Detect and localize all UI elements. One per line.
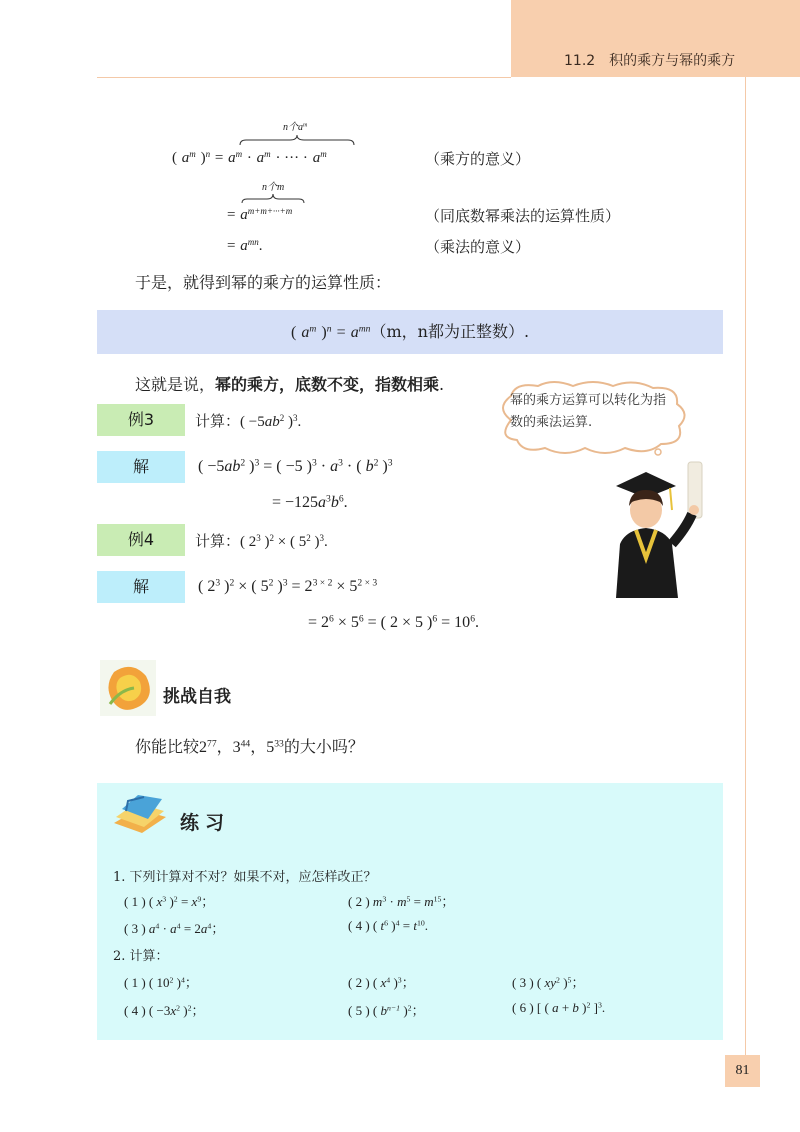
exercise-1-3: ( 3 ) $a^4 \cdot a^4 = 2a^4$； bbox=[124, 921, 225, 937]
derivation-line-1: ( $a^m$ )$^n = a^m \cdot a^m$ · ··· · $a^m$ bbox=[172, 149, 327, 166]
header-rule bbox=[97, 77, 511, 78]
exercise-2-5: ( 5 ) ( $b^{n-1}$ )$^2$； bbox=[348, 1003, 425, 1019]
brace-label-1: n个$a^m$ bbox=[283, 122, 308, 133]
exercise-2-4: ( 4 ) ( $-3x^2$ )$^2$； bbox=[124, 1003, 205, 1019]
solution-3-line-1: ( $-5ab^2$ )$^3$ = ( −5 )$^3 \cdot a^3$ · ( $b^2$ )$^3$ bbox=[198, 457, 393, 475]
margin-rule bbox=[745, 77, 746, 1057]
derivation-line-2: = $a^{m+m+\cdot\cdot\cdot+m}$ bbox=[227, 206, 293, 223]
brace-label-2: n个m bbox=[262, 182, 285, 193]
books-icon bbox=[108, 793, 172, 839]
challenge-question: 你能比较$2^{77}$，$3^{44}$，$5^{33}$的大小吗？ bbox=[135, 737, 364, 756]
example-3-prompt: 计算：( $-5ab^2$ )$^3$. bbox=[195, 412, 302, 430]
challenge-title: 挑战自我 bbox=[163, 687, 231, 707]
property-box bbox=[97, 310, 723, 354]
note-1: （乘方的意义） bbox=[425, 150, 531, 168]
exercise-2-2: ( 2 ) ( $x^4$ )$^3$； bbox=[348, 975, 415, 991]
solution-4-line-1: ( $2^3$ )$^2$ × ( $5^2$ )$^3 = 2^{3 \times 2} \times 5^{2 \times 3}$ bbox=[198, 577, 378, 595]
challenge-icon bbox=[100, 660, 156, 716]
exercise-2-3: ( 3 ) ( $xy^2$ )$^5$； bbox=[512, 975, 585, 991]
page-number: 81 bbox=[735, 1063, 750, 1078]
conclusion-text: 于是，就得到幂的乘方的运算性质： bbox=[135, 273, 392, 292]
section-title: 11.2 积的乘方与幂的乘方 bbox=[564, 53, 736, 69]
overbrace-2 bbox=[240, 193, 306, 205]
overbrace-1 bbox=[238, 133, 356, 147]
exercise-question-1: 1. 下列计算对不对？如果不对，应怎样改正？ bbox=[113, 870, 377, 885]
solution-3-line-2: = $-125a^3b^6$. bbox=[272, 493, 348, 511]
graduate-student-illustration bbox=[596, 458, 726, 598]
solution-3-label: 解 bbox=[97, 451, 185, 483]
example-4-prompt: 计算：( $2^3$ )$^2$ × ( $5^2$ )$^3$. bbox=[195, 532, 328, 550]
property-formula: ( $a^m$ )$^n = a^{mn}(m$，n都为正整数）. bbox=[290, 322, 530, 341]
example-4-label: 例4 bbox=[97, 524, 185, 556]
summary-text: 这就是说，幂的乘方，底数不变，指数相乘. bbox=[135, 375, 445, 394]
example-3-label: 例3 bbox=[97, 404, 185, 436]
note-3: （乘法的意义） bbox=[425, 238, 531, 256]
solution-4-label: 解 bbox=[97, 571, 185, 603]
note-2: （同底数幂乘法的运算性质） bbox=[425, 207, 621, 225]
derivation-line-3: = $a^{mn}$. bbox=[227, 237, 263, 254]
exercise-2-1: ( 1 ) ( $10^2$ )$^4$； bbox=[124, 975, 198, 991]
exercise-2-6: ( 6 ) [ ( a + b )$^2$ ]$^3$. bbox=[512, 1000, 606, 1015]
exercise-1-1: ( 1 ) ( $x^3$ )$^2 = x^9$； bbox=[124, 894, 215, 910]
exercise-question-2: 2. 计算： bbox=[113, 949, 169, 964]
exercise-title: 练习 bbox=[180, 812, 231, 834]
solution-4-line-2: = $2^6 \times 5^6$ = ( 2 × 5 )$^6 = 10^6$. bbox=[308, 613, 479, 631]
cloud-text: 幂的乘方运算可以转化为指数的乘法运算. bbox=[510, 393, 667, 430]
exercise-1-4: ( 4 ) ( $t^6$ )$^4 = t^{10}$. bbox=[348, 918, 429, 933]
exercise-1-2: ( 2 ) $m^3 \cdot m^5 = m^{15}$； bbox=[348, 894, 455, 910]
